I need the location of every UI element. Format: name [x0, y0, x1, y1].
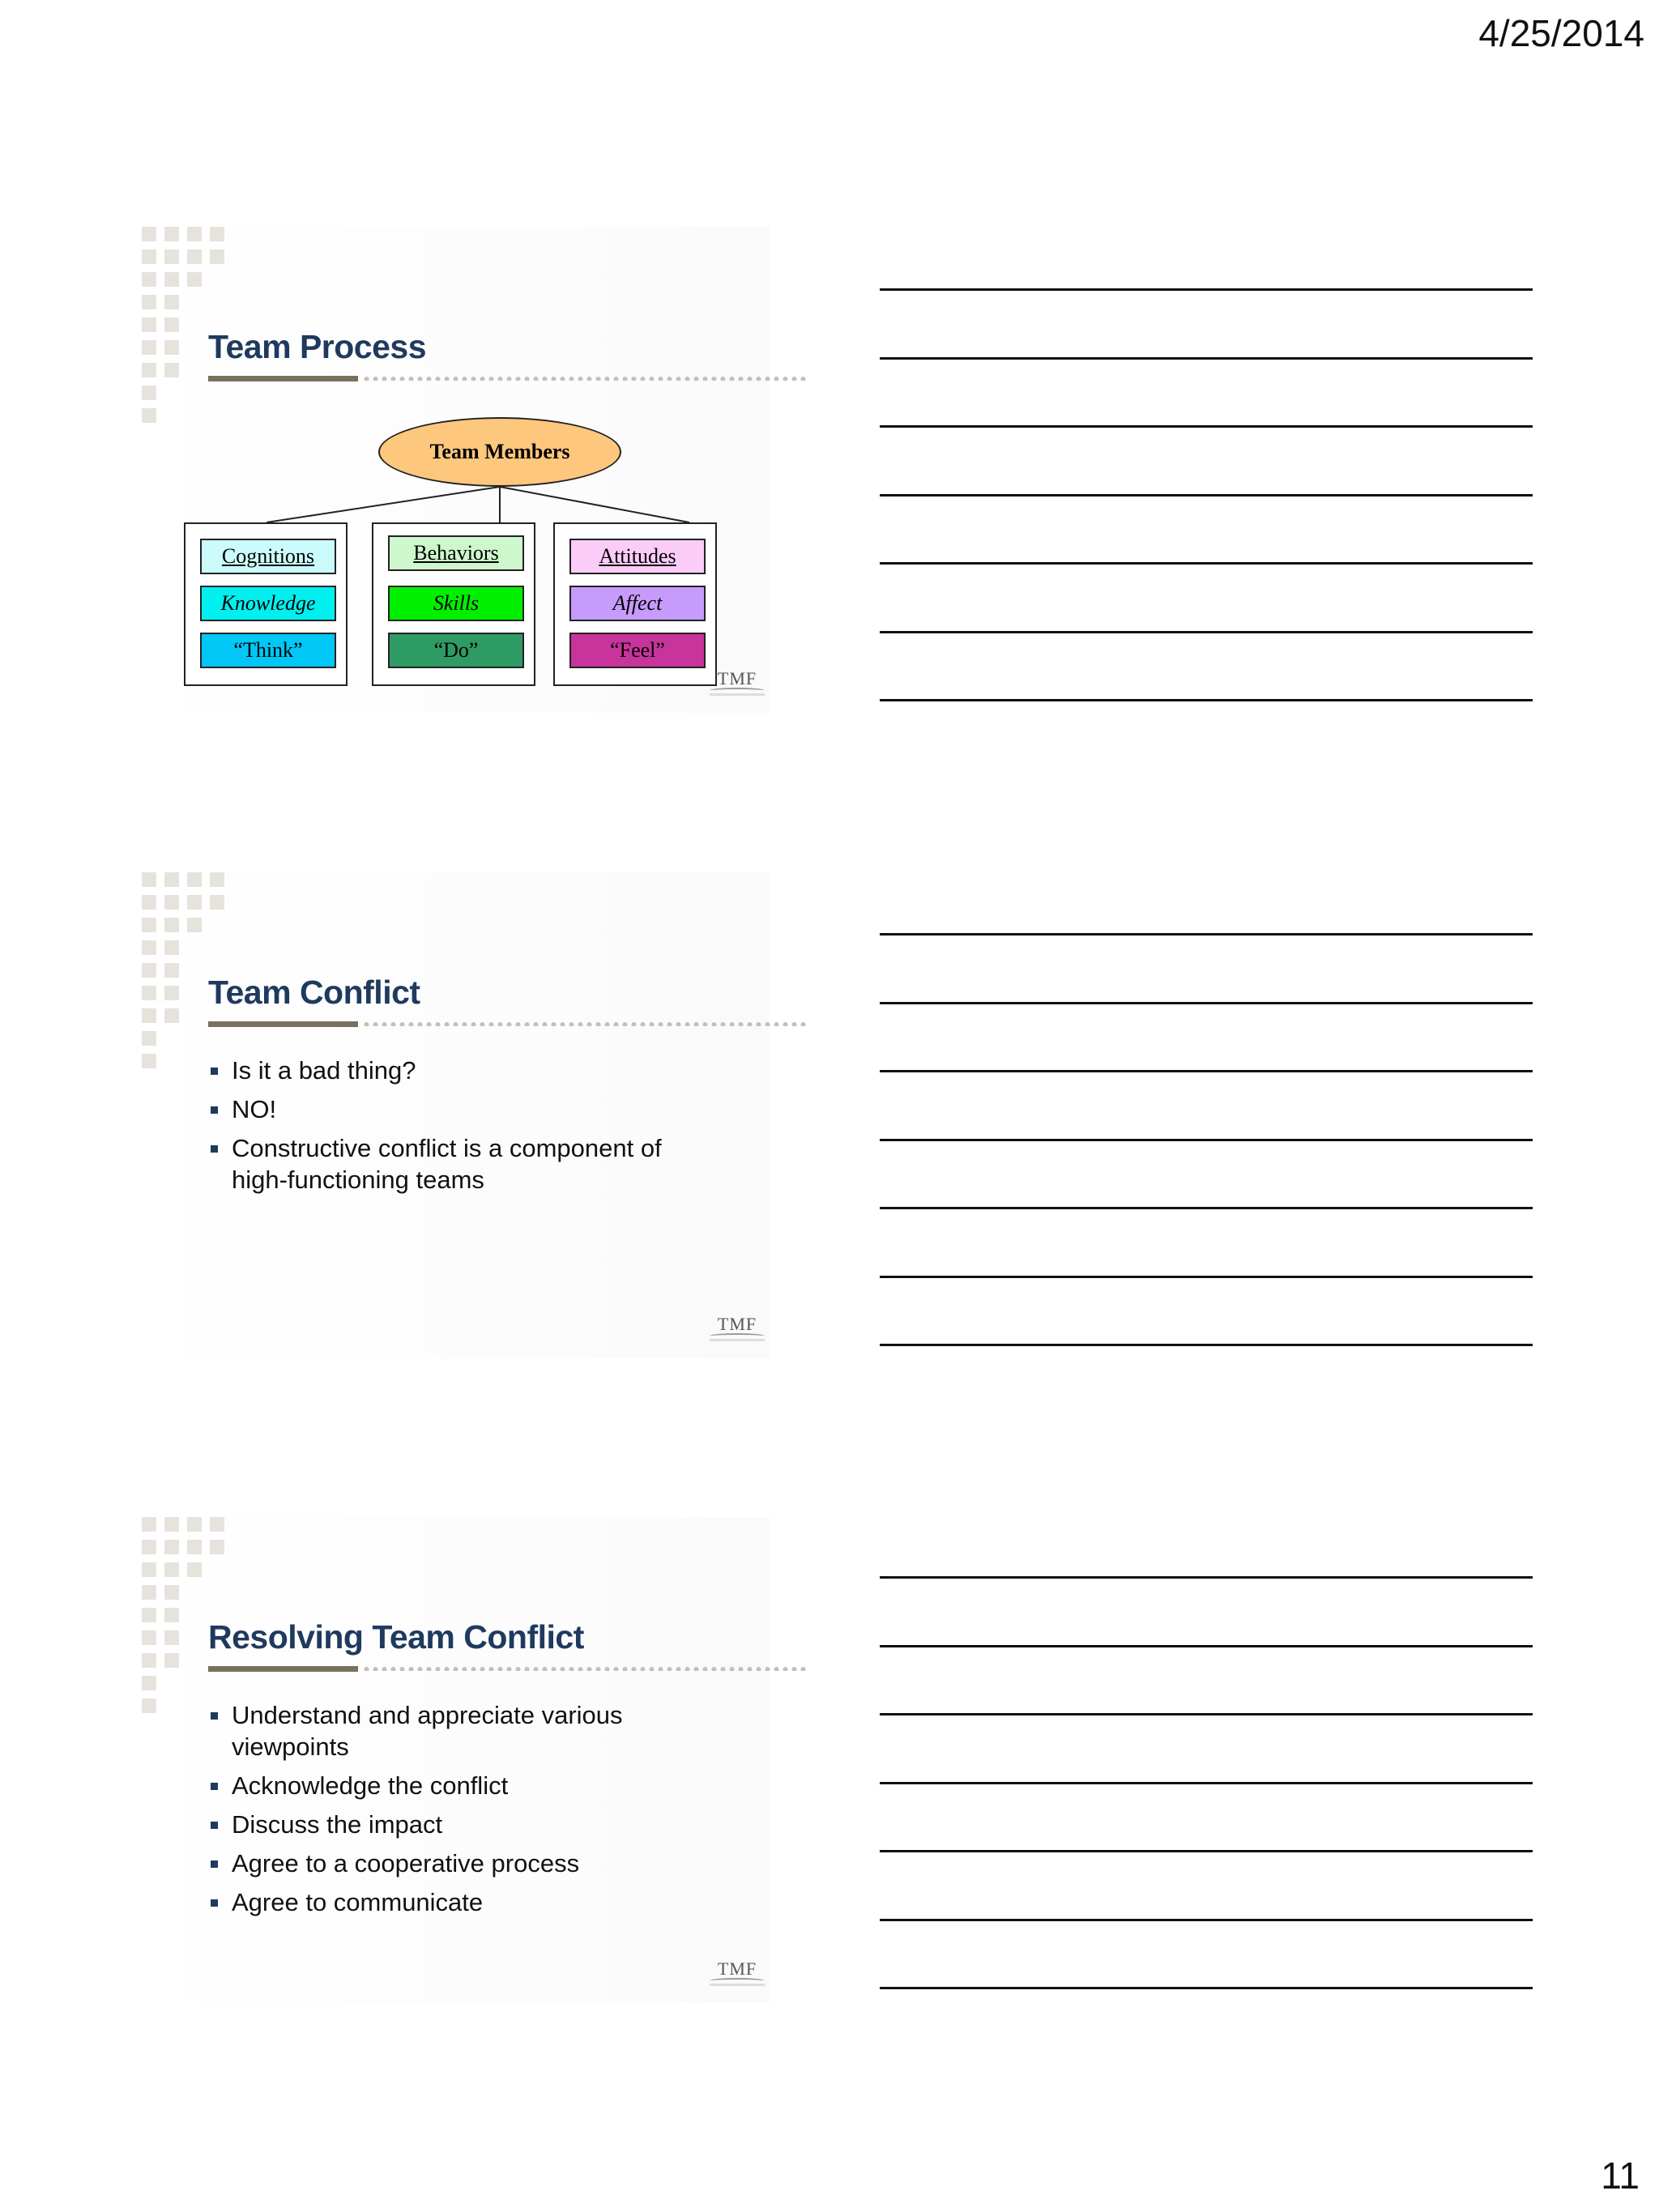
note-line: [880, 288, 1533, 291]
note-line: [880, 562, 1533, 565]
cell-affect: Affect: [569, 586, 706, 621]
title-rule: [208, 374, 808, 382]
note-line: [880, 1713, 1533, 1715]
column-behaviors: [372, 522, 535, 686]
title-rule: [208, 1020, 808, 1028]
title-rule: [208, 1664, 808, 1673]
note-line: [880, 1919, 1533, 1921]
note-line: [880, 631, 1533, 633]
note-line: [880, 494, 1533, 497]
page-number: 11: [1601, 2154, 1640, 2197]
cell-cognitions: Cognitions: [200, 539, 336, 574]
note-line: [880, 933, 1533, 936]
decorative-squares: [142, 227, 231, 421]
bullet-item: Is it a bad thing?: [208, 1055, 767, 1086]
slide-team-process: [142, 227, 770, 713]
decorative-squares: [142, 872, 231, 1067]
cell-behaviors: Behaviors: [388, 535, 524, 571]
slide-title: Team Process: [208, 328, 427, 365]
tmf-logo: TMF: [705, 668, 770, 701]
bullet-item: Acknowledge the conflict: [208, 1770, 767, 1801]
slide-team-conflict: [142, 872, 770, 1358]
note-line: [880, 1070, 1533, 1072]
bullet-item: Understand and appreciate various viewpoints: [208, 1699, 637, 1762]
note-line: [880, 1645, 1533, 1647]
note-line: [880, 699, 1533, 701]
page-date: 4/25/2014: [1478, 12, 1644, 54]
decorative-squares: [142, 1517, 231, 1711]
note-line: [880, 1850, 1533, 1852]
cell-feel: “Feel”: [569, 633, 706, 668]
slide-title: Team Conflict: [208, 974, 420, 1011]
bullet-item: NO!: [208, 1093, 767, 1125]
column-attitudes: [553, 522, 717, 686]
team-process-diagram: [184, 417, 767, 709]
bullet-item: Discuss the impact: [208, 1809, 767, 1840]
bullet-item: Agree to a cooperative process: [208, 1848, 767, 1879]
column-cognitions: [184, 522, 348, 686]
note-line: [880, 1139, 1533, 1141]
note-line: [880, 1002, 1533, 1004]
note-line: [880, 1576, 1533, 1579]
team-members-node: Team Members: [378, 417, 621, 487]
tmf-logo: TMF: [705, 1958, 770, 1991]
slide-resolving-team-conflict: [142, 1517, 770, 2003]
cell-do: “Do”: [388, 633, 524, 668]
note-line: [880, 1276, 1533, 1278]
note-line: [880, 357, 1533, 360]
bullet-list: [208, 1055, 767, 1203]
cell-knowledge: Knowledge: [200, 586, 336, 621]
cell-skills: Skills: [388, 586, 524, 621]
note-line: [880, 1782, 1533, 1784]
bullet-list: [208, 1699, 767, 1925]
note-line: [880, 1344, 1533, 1346]
cell-attitudes: Attitudes: [569, 539, 706, 574]
note-line: [880, 425, 1533, 428]
note-line: [880, 1207, 1533, 1209]
slide-title: Resolving Team Conflict: [208, 1618, 584, 1656]
tmf-logo: TMF: [705, 1314, 770, 1346]
bullet-item: Constructive conflict is a component of high-functioning teams: [208, 1132, 718, 1196]
note-line: [880, 1987, 1533, 1989]
cell-think: “Think”: [200, 633, 336, 668]
bullet-item: Agree to communicate: [208, 1886, 767, 1918]
